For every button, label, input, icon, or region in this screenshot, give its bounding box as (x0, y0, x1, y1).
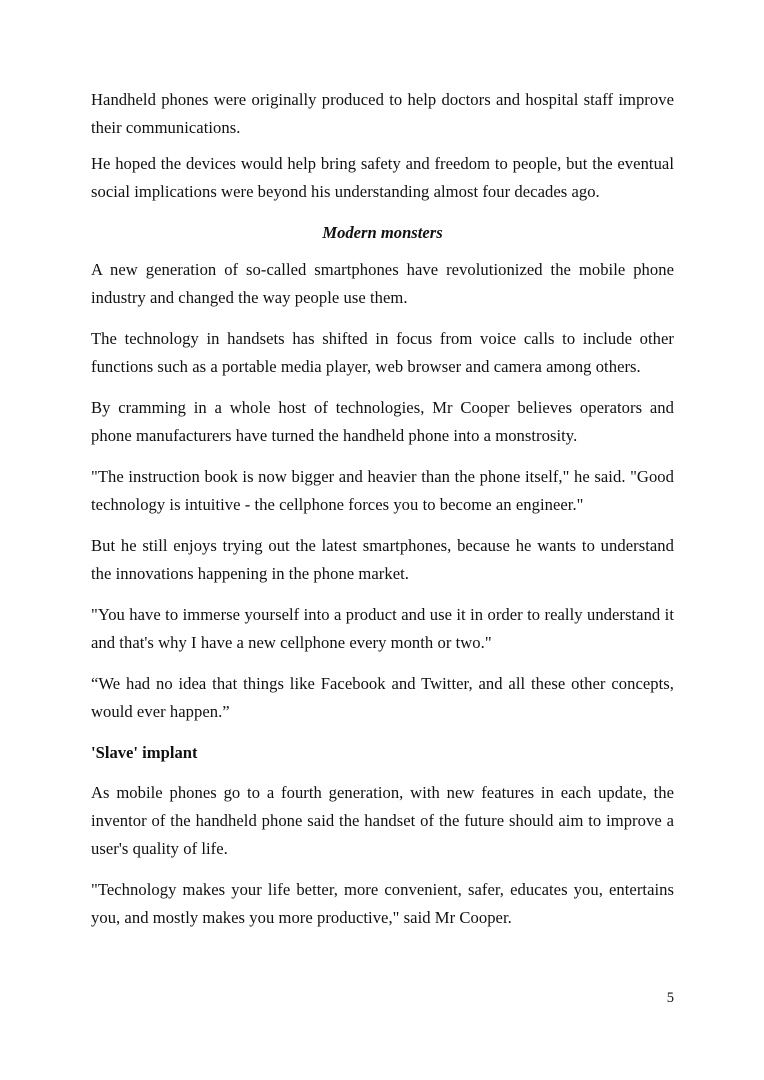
section-heading-modern-monsters: Modern monsters (322, 223, 443, 242)
section-heading-slave-implant: 'Slave' implant (91, 743, 198, 762)
paragraph-technology-quote: "Technology makes your life better, more convenient, safer, educates you, entertains you, and mostly makes you more productive," said Mr Cooper. (91, 880, 674, 927)
paragraph-instruction-book: "The instruction book is now bigger and heavier than the phone itself," he said. "Good technology is intuitive - the cellphone forces you to become an engineer." (91, 467, 674, 514)
paragraph-latest-smartphones: But he still enjoys trying out the latest smartphones, because he wants to understand the innovations happening in the phone market. (91, 536, 674, 583)
paragraph-cramming: By cramming in a whole host of technologies, Mr Cooper believes operators and phone manufacturers have turned the handheld phone into a monstrosity. (91, 398, 674, 445)
paragraph-facebook-twitter: “We had no idea that things like Facebook and Twitter, and all these other concepts, would ever happen.” (91, 674, 674, 721)
page-number: 5 (666, 990, 674, 1006)
paragraph-fourth-generation: As mobile phones go to a fourth generation, with new features in each update, the inventor of the handheld phone said the handset of the future should aim to improve a user's quality of life. (91, 783, 674, 858)
paragraph-immerse: "You have to immerse yourself into a product and use it in order to really understand it and that's why I have a new cellphone every month or two." (91, 605, 674, 652)
page-content (91, 86, 674, 945)
paragraph-handheld-origins: Handheld phones were originally produced to help doctors and hospital staff improve their communications. (91, 90, 674, 137)
paragraph-safety-freedom: He hoped the devices would help bring safety and freedom to people, but the eventual social implications were beyond his understanding almost four decades ago. (91, 154, 674, 201)
paragraph-technology-shift: The technology in handsets has shifted in focus from voice calls to include other functions such as a portable media player, web browser and camera among others. (91, 329, 674, 376)
paragraph-smartphones: A new generation of so-called smartphones have revolutionized the mobile phone industry and changed the way people use them. (91, 260, 674, 307)
